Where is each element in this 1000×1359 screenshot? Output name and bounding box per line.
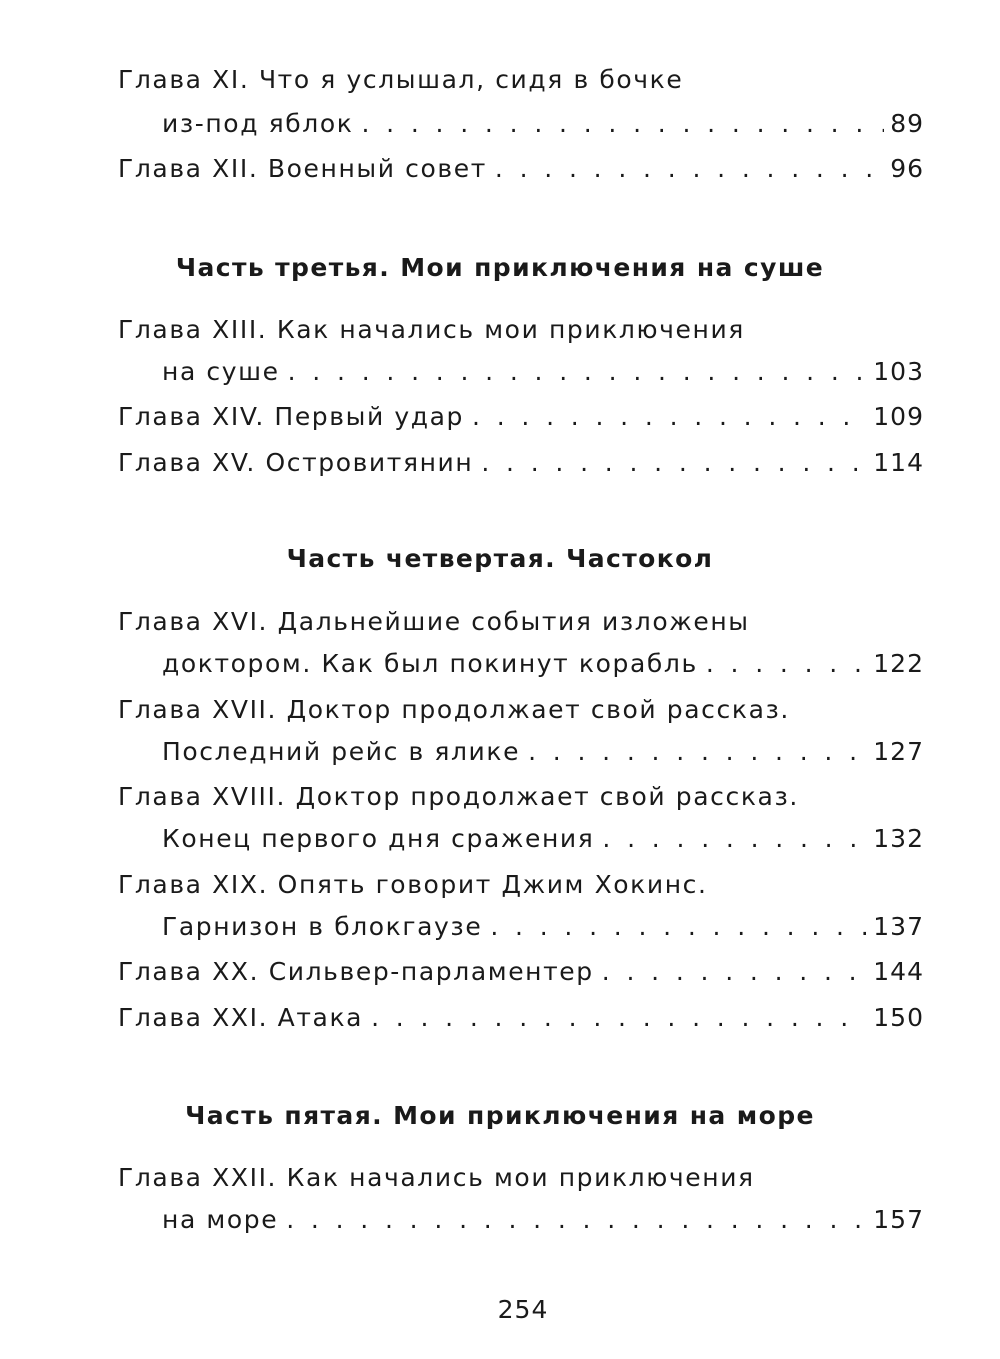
toc-entry-chapter-11-line2 xyxy=(162,104,924,144)
toc-entry-title: Гарнизон в блокгаузе xyxy=(162,912,483,941)
toc-page-number: 132 xyxy=(873,824,924,853)
toc-entry-chapter-21 xyxy=(118,998,924,1038)
toc-entry-title: на море xyxy=(162,1205,279,1234)
dot-leader xyxy=(490,907,867,947)
dot-leader xyxy=(288,352,868,392)
toc-page-number: 150 xyxy=(873,1003,924,1032)
toc-page-number: 96 xyxy=(890,154,924,183)
part-heading-three: Часть третья. Мои приключения на суше xyxy=(175,253,825,282)
toc-entry-chapter-13-line2 xyxy=(162,352,924,392)
dot-leader xyxy=(286,1200,867,1240)
toc-entry-chapter-22-line2 xyxy=(162,1200,924,1240)
toc-entry-chapter-11-line1: Глава XI. Что я услышал, сидя в бочке xyxy=(118,65,684,94)
dot-leader xyxy=(481,443,867,483)
toc-entry-title: Глава XV. Островитянин xyxy=(118,448,474,477)
toc-entry-title: Глава XII. Военный совет xyxy=(118,154,487,183)
toc-entry-chapter-20 xyxy=(118,952,924,992)
toc-entry-chapter-18-line1: Глава XVIII. Доктор продолжает свой рассказ. xyxy=(118,782,799,811)
toc-page-number: 122 xyxy=(873,649,924,678)
dot-leader xyxy=(495,149,884,189)
toc-entry-chapter-22-line1: Глава XXII. Как начались мои приключения xyxy=(118,1163,755,1192)
toc-page-number: 103 xyxy=(873,357,924,386)
toc-entry-chapter-14 xyxy=(118,397,924,437)
toc-page-number: 137 xyxy=(873,912,924,941)
toc-entry-chapter-17-line1: Глава XVII. Доктор продолжает свой рассказ. xyxy=(118,695,790,724)
dot-leader xyxy=(706,644,867,684)
toc-entry-chapter-12 xyxy=(118,149,924,189)
toc-entry-chapter-19-line1: Глава XIX. Опять говорит Джим Хокинс. xyxy=(118,870,708,899)
toc-entry-chapter-16-line1: Глава XVI. Дальнейшие события изложены xyxy=(118,607,750,636)
toc-entry-chapter-15 xyxy=(118,443,924,483)
toc-entry-title: на суше xyxy=(162,357,280,386)
toc-entry-chapter-17-line2 xyxy=(162,732,924,772)
toc-page-number: 89 xyxy=(890,109,924,138)
toc-page-number: 144 xyxy=(873,957,924,986)
toc-entry-title: Конец первого дня сражения xyxy=(162,824,595,853)
part-heading-five: Часть пятая. Мои приключения на море xyxy=(185,1101,815,1130)
toc-entry-chapter-19-line2 xyxy=(162,907,924,947)
dot-leader xyxy=(602,819,867,859)
toc-entry-chapter-13-line1: Глава XIII. Как начались мои приключения xyxy=(118,315,745,344)
part-heading-four: Часть четвертая. Частокол xyxy=(286,544,714,573)
toc-entry-chapter-16-line2 xyxy=(162,644,924,684)
toc-page-number: 114 xyxy=(873,448,924,477)
toc-entry-title: из-под яблок xyxy=(162,109,354,138)
toc-entry-title: Глава XIV. Первый удар xyxy=(118,402,465,431)
toc-entry-chapter-18-line2 xyxy=(162,819,924,859)
dot-leader xyxy=(472,397,867,437)
toc-entry-title: доктором. Как был покинут корабль xyxy=(162,649,698,678)
toc-page-number: 157 xyxy=(873,1205,924,1234)
toc-page-number: 109 xyxy=(873,402,924,431)
page-number-footer: 254 xyxy=(497,1295,549,1324)
toc-entry-title: Последний рейс в ялике xyxy=(162,737,521,766)
toc-entry-title: Глава XXI. Атака xyxy=(118,1003,364,1032)
dot-leader xyxy=(528,732,867,772)
dot-leader xyxy=(371,998,867,1038)
dot-leader xyxy=(361,104,884,144)
toc-entry-title: Глава XX. Сильвер-парламентер xyxy=(118,957,594,986)
dot-leader xyxy=(602,952,868,992)
toc-page-number: 127 xyxy=(873,737,924,766)
